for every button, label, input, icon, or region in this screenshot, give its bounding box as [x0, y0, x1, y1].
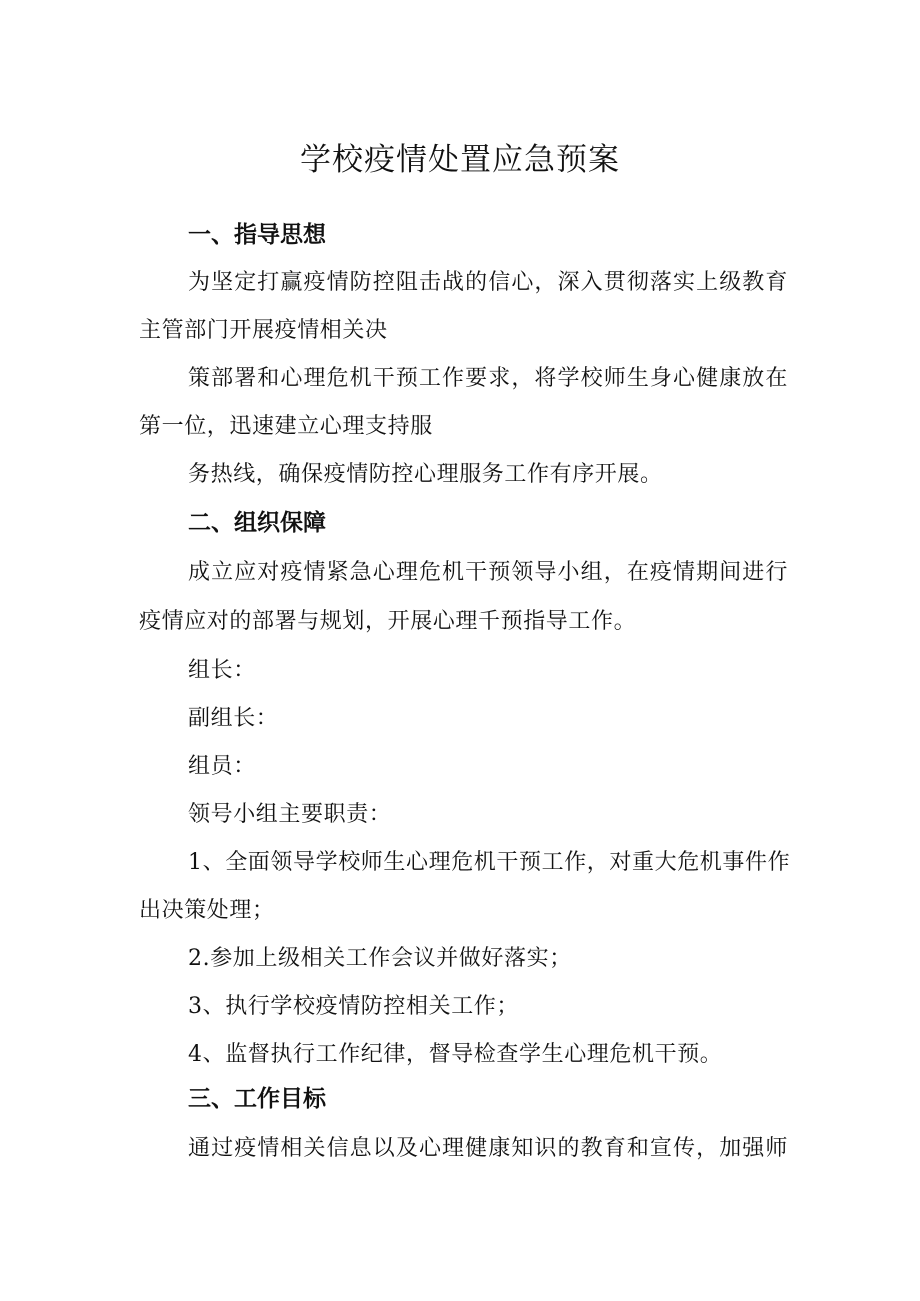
document-title: 学校疫情处置应急预案: [300, 142, 620, 178]
paragraph-line: 疫情应对的部署与规划，开展心理千预指导工作。: [139, 609, 637, 634]
members-line: 组员：: [188, 754, 256, 779]
section-heading-organization: 二、组织保障: [188, 510, 326, 536]
paragraph-line: 务热线，确保疫情防控心理服务工作有序开展。: [188, 462, 663, 487]
list-item-line: 4、监督执行工作纪律，督导检查学生心理危机干预。: [188, 1042, 723, 1067]
list-item-line: 2.参加上级相关工作会议并做好落实；: [188, 946, 572, 971]
deputy-leader-line: 副组长：: [188, 706, 279, 731]
paragraph-line: 为坚定打赢疫情防控阻击战的信心，深入贯彻落实上级教育: [188, 270, 788, 295]
paragraph-line: 成立应对疫情紧急心理危机干预领导小组，在疫情期间进行: [188, 560, 788, 585]
group-leader-line: 组长：: [188, 658, 256, 683]
paragraph-line: 通过疫情相关信息以及心理健康知识的教育和宣传，加强师: [188, 1136, 788, 1161]
list-item-line: 1、全面领导学校师生心理危机干预工作，对重大危机事件作: [188, 850, 791, 875]
section-heading-guiding-ideology: 一、指导思想: [188, 222, 326, 248]
list-item-line: 出决策处理；: [139, 898, 275, 923]
list-item-line: 3、执行学校疫情防控相关工作；: [188, 994, 519, 1019]
responsibilities-heading-line: 领号小组主要职责：: [188, 802, 392, 827]
paragraph-line: 策部署和心理危机干预工作要求，将学校师生身心健康放在: [188, 366, 788, 391]
paragraph-line: 第一位，迅速建立心理支持服: [139, 414, 433, 439]
section-heading-work-goals: 三、工作目标: [188, 1086, 326, 1112]
paragraph-line: 主管部门开展疫情相关决: [139, 318, 388, 343]
